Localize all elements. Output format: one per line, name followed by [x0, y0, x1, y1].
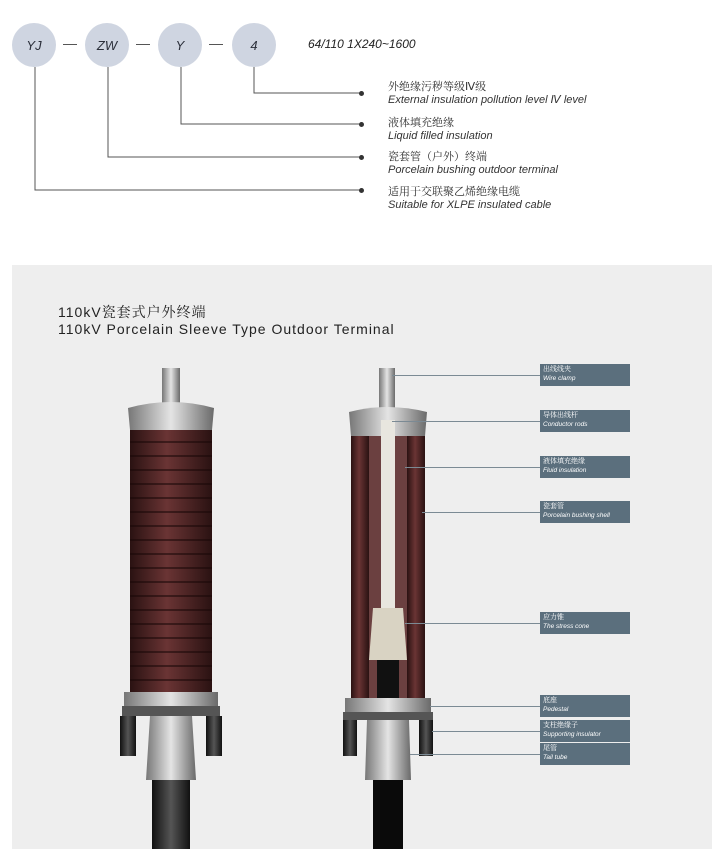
legend-item-liquid: 液体填充绝缘 Liquid filled insulation	[388, 117, 493, 142]
terminal-exterior-illustration	[100, 360, 250, 849]
legend-dot	[359, 122, 364, 127]
legend-item-pollution: 外绝缘污秽等级Ⅳ级 External insulation pollution level Ⅳ level	[388, 81, 587, 106]
code-spec: 64/110 1X240~1600	[308, 37, 416, 51]
leader-line	[432, 731, 540, 732]
leader-line	[422, 512, 540, 513]
callout-supporting-insulator: 支柱绝缘子 Supporting insulator	[540, 720, 630, 742]
leader-line	[392, 375, 540, 376]
leader-line	[405, 467, 540, 468]
legend-dot	[359, 155, 364, 160]
leader-line	[430, 706, 540, 707]
code-segment-y: Y	[158, 23, 202, 67]
leader-line	[392, 421, 540, 422]
legend-dot	[359, 91, 364, 96]
callout-pedestal: 底座 Pedestal	[540, 695, 630, 717]
callout-stress-cone: 应力锥 The stress cone	[540, 612, 630, 634]
callout-porcelain-shell: 瓷套管 Porcelain bushing shell	[540, 501, 630, 523]
code-segment-yj: YJ	[12, 23, 56, 67]
legend-item-porcelain: 瓷套管（户外）终端 Porcelain bushing outdoor terminal	[388, 151, 558, 176]
leader-line	[405, 623, 540, 624]
callout-fluid-insulation: 液体填充绝缘 Fluid insulation	[540, 456, 630, 478]
terminal-section-illustration	[335, 360, 445, 849]
legend-item-xlpe: 适用于交联聚乙烯绝缘电缆 Suitable for XLPE insulated cable	[388, 186, 552, 211]
legend-dot	[359, 188, 364, 193]
code-segment-4: 4	[232, 23, 276, 67]
code-connector-lines	[0, 0, 400, 200]
product-title-en: 110kV Porcelain Sleeve Type Outdoor Terminal	[58, 321, 395, 337]
callout-conductor-rods: 导体出线杆 Conductor rods	[540, 410, 630, 432]
leader-line	[410, 754, 540, 755]
callout-wire-clamp: 出线线夹 Wire clamp	[540, 364, 630, 386]
callout-tail-tube: 尾管 Tail tube	[540, 743, 630, 765]
product-title-cn: 110kV瓷套式户外终端	[58, 304, 207, 320]
code-segment-zw: ZW	[85, 23, 129, 67]
